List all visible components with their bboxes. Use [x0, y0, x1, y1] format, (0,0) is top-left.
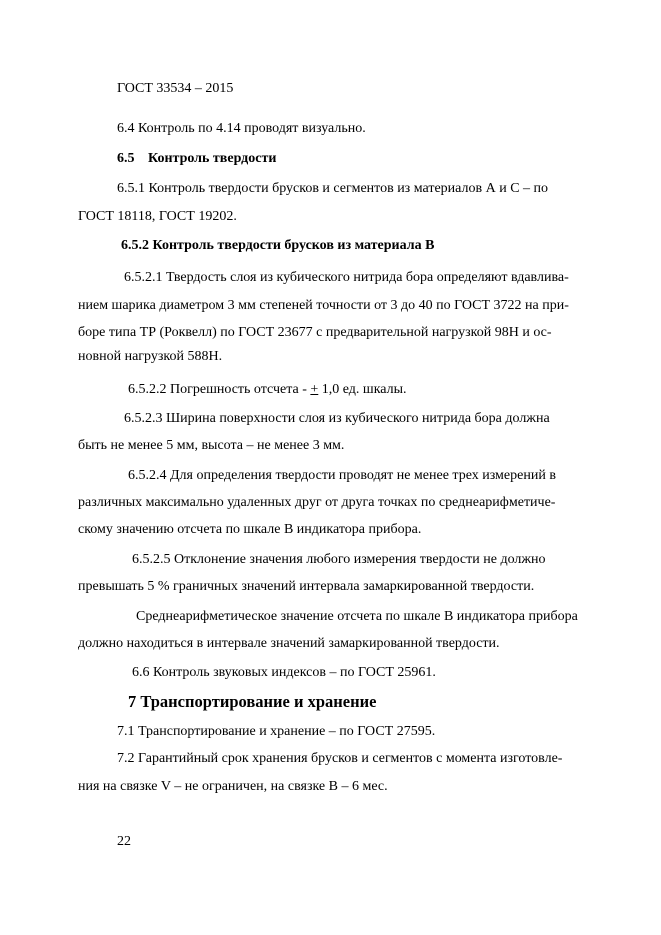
- paragraph-6-5-2-5-line2: превышать 5 % граничных значений интервала замаркированной твердости.: [78, 579, 535, 594]
- heading-6-5-2: 6.5.2 Контроль твердости брусков из материала В: [121, 238, 435, 253]
- heading-7: 7 Транспортирование и хранение: [128, 692, 377, 711]
- tolerance-label: 6.5.2.2 Погрешность отсчета -: [128, 382, 311, 397]
- paragraph-6-5-2-3-line2: быть не менее 5 мм, высота – не менее 3 мм.: [78, 438, 345, 453]
- page-number: 22: [117, 834, 131, 849]
- header-standard: ГОСТ 33534 – 2015: [117, 81, 234, 96]
- paragraph-6-5-2-5-line1: 6.5.2.5 Отклонение значения любого измерения твердости не должно: [132, 552, 546, 567]
- paragraph-7-1: 7.1 Транспортирование и хранение – по ГОСТ 27595.: [117, 724, 436, 739]
- paragraph-6-5-2-1-line4: новной нагрузкой 588Н.: [78, 349, 223, 364]
- plus-minus-sign: +: [310, 382, 319, 397]
- paragraph-6-5-1-line1: 6.5.1 Контроль твердости брусков и сегментов из материалов А и С – по: [117, 181, 549, 196]
- heading-6-5-number: 6.5: [117, 151, 135, 166]
- paragraph-6-5-2-1-line3: боре типа ТР (Роквелл) по ГОСТ 23677 с предварительной нагрузкой 98Н и ос-: [78, 325, 552, 340]
- paragraph-6-5-2-4-line1: 6.5.2.4 Для определения твердости проводят не менее трех измерений в: [128, 468, 556, 483]
- paragraph-average-line1: Среднеарифметическое значение отсчета по шкале В индикатора прибора: [136, 609, 578, 624]
- paragraph-average-line2: должно находиться в интервале значений замаркированной твердости.: [78, 636, 500, 651]
- tolerance-value: 1,0 ед. шкалы.: [318, 382, 407, 397]
- heading-6-5: [117, 145, 276, 173]
- paragraph-6-5-2-1-line2: нием шарика диаметром 3 мм степеней точности от 3 до 40 по ГОСТ 3722 на при-: [78, 298, 569, 313]
- paragraph-6-5-2-4-line3: скому значению отсчета по шкале В индикатора прибора.: [78, 522, 422, 537]
- paragraph-6-5-2-1-line1: 6.5.2.1 Твердость слоя из кубического нитрида бора определяют вдавлива-: [124, 270, 569, 285]
- paragraph-6-5-2-2: [128, 376, 407, 404]
- paragraph-6-4: 6.4 Контроль по 4.14 проводят визуально.: [117, 121, 366, 136]
- paragraph-6-5-2-3-line1: 6.5.2.3 Ширина поверхности слоя из кубического нитрида бора должна: [124, 411, 550, 426]
- paragraph-6-5-2-4-line2: различных максимально удаленных друг от друга точках по среднеарифметиче-: [78, 495, 556, 510]
- paragraph-7-2-line1: 7.2 Гарантийный срок хранения брусков и сегментов с момента изготовле-: [117, 751, 563, 766]
- paragraph-6-6: 6.6 Контроль звуковых индексов – по ГОСТ 25961.: [132, 665, 436, 680]
- paragraph-6-5-1-line2: ГОСТ 18118, ГОСТ 19202.: [78, 209, 237, 224]
- heading-6-5-title: Контроль твердости: [148, 151, 277, 166]
- paragraph-7-2-line2: ния на связке V – не ограничен, на связке В – 6 мес.: [78, 779, 388, 794]
